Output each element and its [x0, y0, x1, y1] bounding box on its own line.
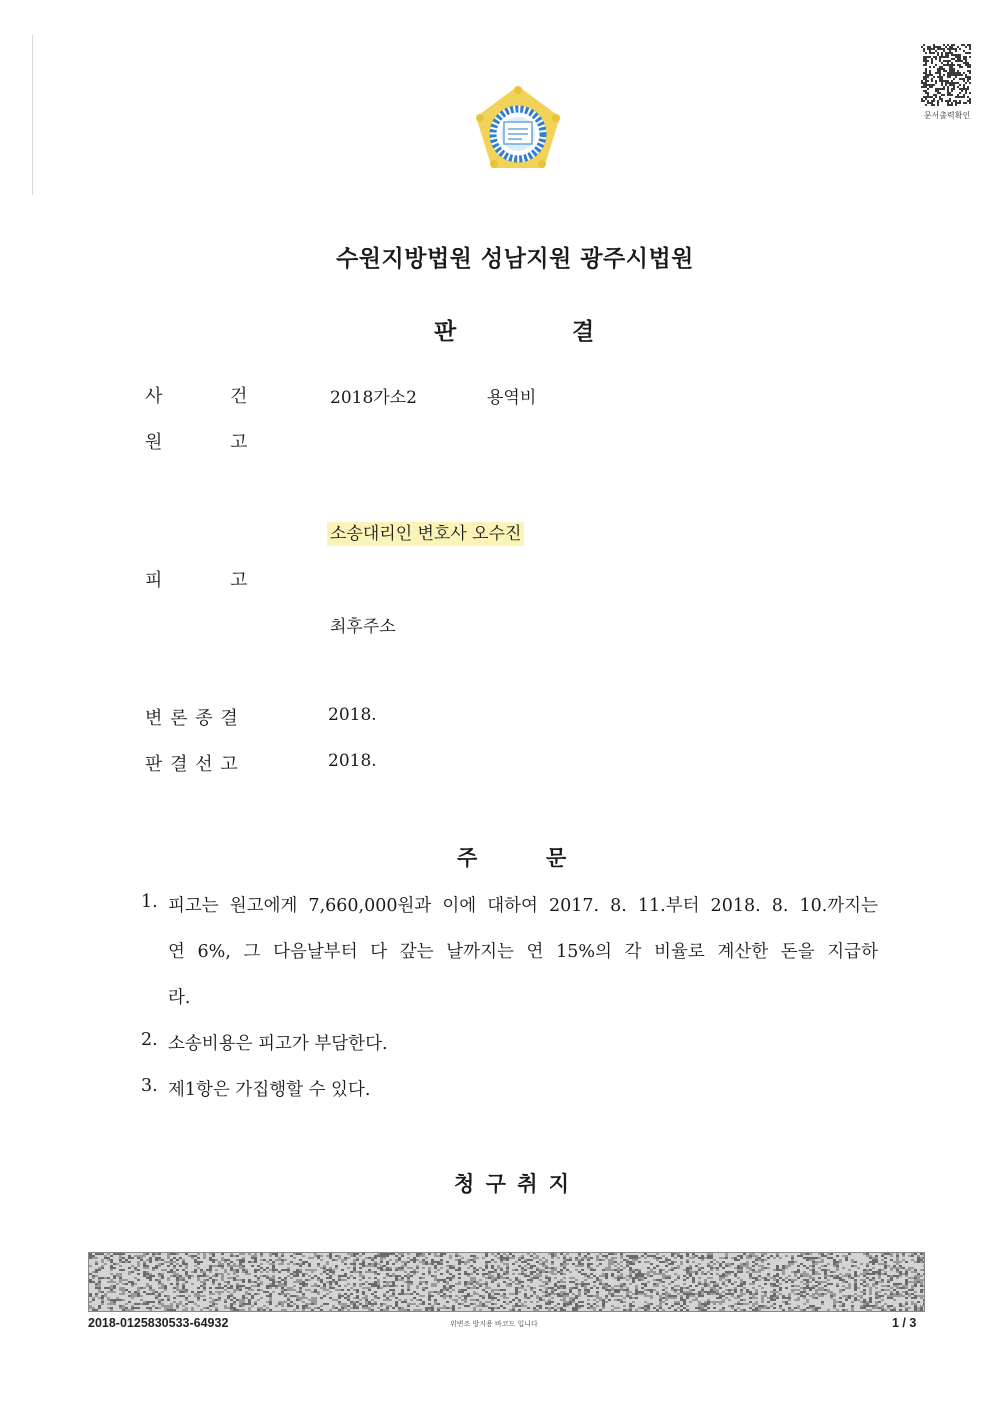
closing-date: 2018.	[328, 705, 377, 725]
plaintiff-label-1: 원	[145, 432, 163, 453]
case-label-1: 사	[145, 386, 163, 407]
footer-page-number: 1 / 3	[892, 1316, 917, 1330]
case-label-2: 건	[230, 386, 248, 407]
doc-title-char-1: 판	[434, 319, 457, 345]
scan-edge-line	[32, 35, 33, 195]
defendant-address: 최후주소	[330, 617, 396, 637]
court-name: 수원지방법원 성남지원 광주시법원	[336, 246, 694, 272]
defendant-label-2: 고	[230, 570, 248, 591]
order-item-3-num: 3.	[141, 1076, 158, 1096]
order-item-2-line-1: 소송비용은 피고가 부담한다.	[168, 1034, 388, 1054]
footer-note: 위변조 방지용 바코드 입니다	[450, 1320, 538, 1328]
footer-doc-id: 2018-0125830533-64932	[88, 1316, 229, 1330]
order-heading-char-1: 주	[457, 846, 478, 870]
doc-title-char-2: 결	[572, 319, 595, 345]
case-name: 용역비	[487, 388, 537, 408]
order-item-2-num: 2.	[141, 1030, 158, 1050]
case-number: 2018가소2	[330, 388, 417, 408]
plaintiff-agent: 소송대리인 변호사 오수진	[327, 522, 524, 546]
order-item-1-line-3: 라.	[168, 988, 191, 1008]
defendant-label-1: 피	[145, 570, 163, 591]
order-item-1-num: 1.	[141, 892, 158, 912]
qr-caption: 문서출력확인	[923, 111, 971, 120]
order-item-3-line-1: 제1항은 가집행할 수 있다.	[168, 1080, 371, 1100]
qr-code-icon	[921, 44, 971, 106]
court-emblem-icon	[472, 82, 564, 172]
plaintiff-label-2: 고	[230, 432, 248, 453]
order-item-1-line-2: 연 6%, 그 다음날부터 다 갚는 날까지는 연 15%의 각 비율로 계산한 돈을 지급하	[168, 942, 878, 962]
decision-label: 판 결 선 고	[145, 754, 239, 775]
claim-heading: 청 구 취 지	[454, 1172, 572, 1196]
order-heading-char-2: 문	[546, 846, 567, 870]
decision-date: 2018.	[328, 751, 377, 771]
anti-forgery-barcode	[88, 1252, 925, 1312]
order-item-1-line-1: 피고는 원고에게 7,660,000원과 이에 대하여 2017. 8. 11.부터 2018. 8. 10.까지는	[168, 896, 878, 916]
closing-label: 변 론 종 결	[145, 708, 239, 729]
